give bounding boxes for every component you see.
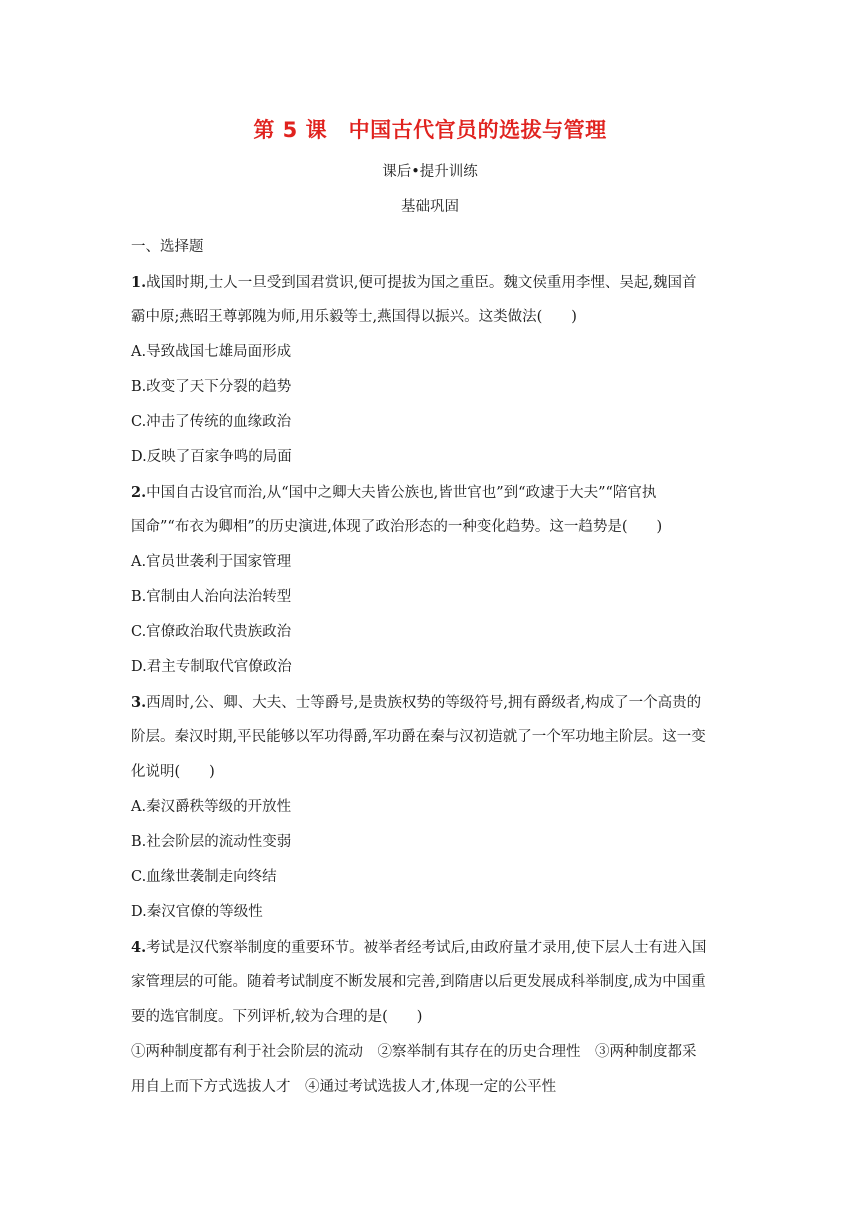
option-c: C.冲击了传统的血缘政治	[131, 414, 292, 430]
question-number: 2.	[131, 484, 147, 501]
questions-content	[131, 230, 731, 1105]
option-d: D.君主专制取代官僚政治	[131, 659, 292, 675]
option-a: A.官员世袭利于国家管理	[131, 554, 292, 570]
option-b: B.官制由人治向法治转型	[131, 589, 292, 605]
question-1	[131, 265, 731, 475]
question-stem-line: 阶层。秦汉时期,平民能够以军功得爵,军功爵在秦与汉初造就了一个军功地主阶层。这一变	[131, 729, 706, 745]
question-stem-line: 中国自古设官而治,从“国中之卿大夫皆公族也,皆世官也”到“政逮于大夫”“陪官执	[146, 485, 657, 501]
question-stem-line: 要的选官制度。下列评析,较为合理的是( )	[131, 1009, 423, 1025]
question-stem-line: 考试是汉代察举制度的重要环节。被举者经考试后,由政府量才录用,使下层人士有进入国	[146, 940, 707, 956]
question-stem-line: 国命”“布衣为卿相”的历史演进,体现了政治形态的一种变化趋势。这一趋势是( )	[131, 519, 663, 535]
question-stem-line: 家管理层的可能。随着考试制度不断发展和完善,到隋唐以后更发展成科举制度,成为中国重	[131, 974, 706, 990]
option-b: B.社会阶层的流动性变弱	[131, 834, 292, 850]
option-b: B.改变了天下分裂的趋势	[131, 379, 292, 395]
option-a: A.导致战国七雄局面形成	[131, 344, 292, 360]
question-number: 4.	[131, 939, 147, 956]
question-stem-line: 战国时期,士人一旦受到国君赏识,便可提拔为国之重臣。魏文侯重用李悝、吴起,魏国首	[146, 275, 697, 291]
option-a: A.秦汉爵秩等级的开放性	[131, 799, 292, 815]
option-d: D.秦汉官僚的等级性	[131, 904, 263, 920]
question-4	[131, 930, 731, 1105]
section-heading: 基础巩固	[401, 199, 459, 215]
statement-options-line: ①两种制度都有利于社会阶层的流动 ②察举制有其存在的历史合理性 ③两种制度都采	[131, 1044, 697, 1060]
question-3	[131, 685, 731, 930]
question-stem-line: 西周时,公、卿、大夫、士等爵号,是贵族权势的等级符号,拥有爵级者,构成了一个高贵的	[146, 695, 702, 711]
option-c: C.血缘世袭制走向终结	[131, 869, 277, 885]
option-c: C.官僚政治取代贵族政治	[131, 624, 292, 640]
question-stem-line: 化说明( )	[131, 764, 215, 780]
question-2	[131, 475, 731, 685]
option-d: D.反映了百家争鸣的局面	[131, 449, 292, 465]
part-heading: 一、选择题	[131, 239, 204, 255]
question-stem-line: 霸中原;燕昭王尊郭隗为师,用乐毅等士,燕国得以振兴。这类做法( )	[131, 309, 577, 325]
question-number: 1.	[131, 274, 147, 291]
statement-options-line: 用自上而下方式选拔人才 ④通过考试选拔人才,体现一定的公平性	[131, 1079, 557, 1095]
question-number: 3.	[131, 694, 147, 711]
page-subtitle: 课后•提升训练	[382, 164, 478, 180]
page-title: 第 5 课 中国古代官员的选拔与管理	[253, 118, 607, 142]
